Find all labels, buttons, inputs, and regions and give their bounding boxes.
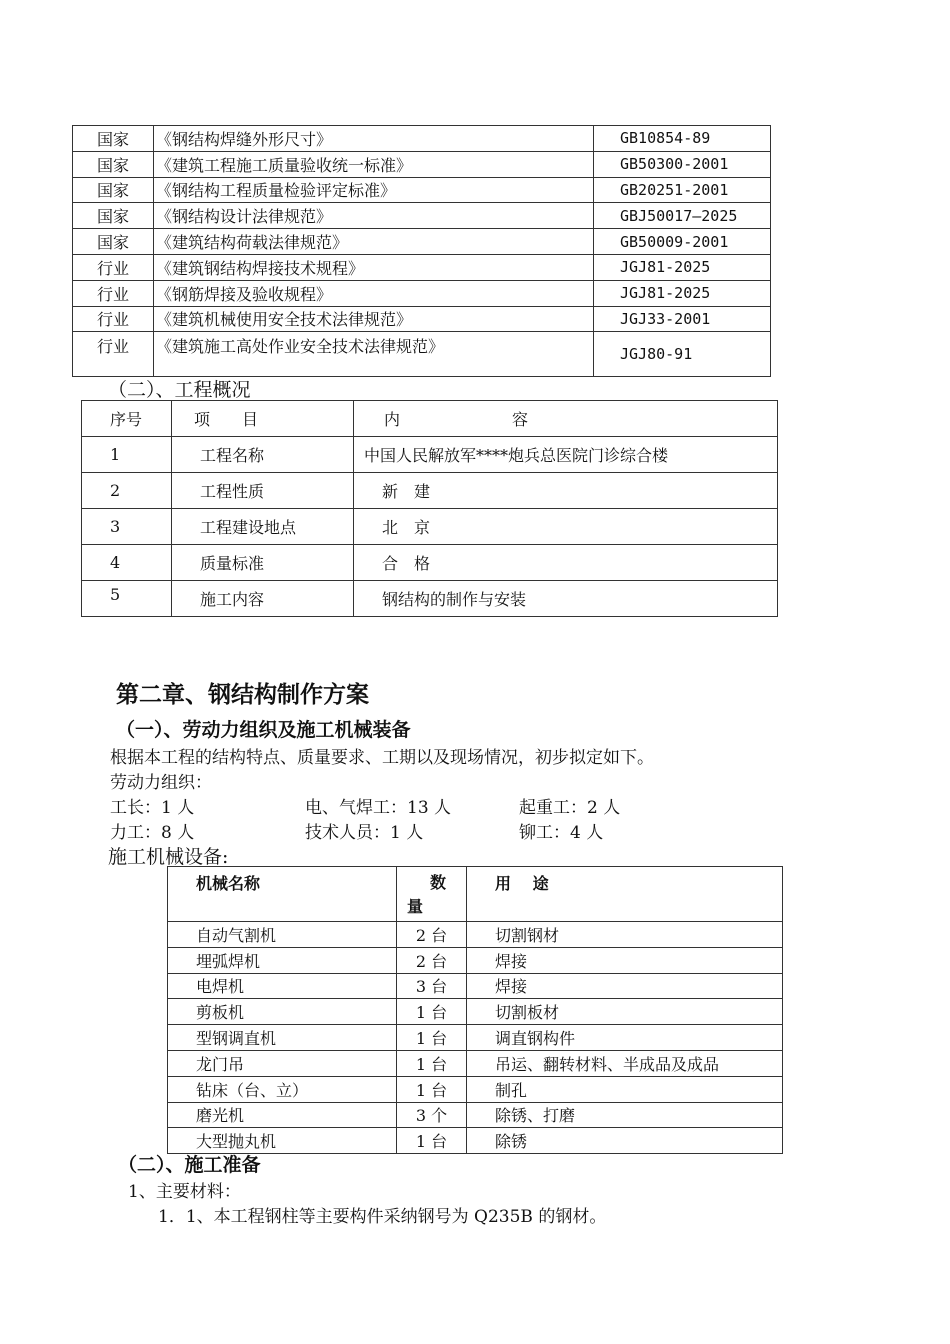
standard-name: 《建筑钢结构焊接技术规程》 — [154, 254, 594, 280]
equipment-name: 大型抛丸机 — [168, 1128, 397, 1154]
standard-code: GB10854-89 — [594, 126, 771, 152]
intro-text: 根据本工程的结构特点、质量要求、工期以及现场情况，初步拟定如下。 — [110, 748, 654, 768]
overview-row — [82, 437, 778, 473]
standards-table — [72, 125, 771, 377]
standard-level: 行业 — [73, 306, 154, 332]
equipment-quantity: 3 台 — [397, 973, 467, 999]
chapter-title: 第二章、钢结构制作方案 — [116, 682, 369, 708]
equipment-name: 剪板机 — [168, 999, 397, 1025]
overview-no: 3 — [82, 509, 172, 545]
overview-row — [82, 509, 778, 545]
standard-name: 《建筑施工高处作业安全技术法律规范》 — [154, 332, 594, 377]
standard-code: GBJ50017—2025 — [594, 203, 771, 229]
standard-row — [73, 126, 771, 152]
overview-item: 工程建设地点 — [172, 509, 354, 545]
equipment-header-row — [168, 867, 783, 922]
equipment-usage: 焊接 — [467, 947, 783, 973]
standard-code: JGJ81-2025 — [594, 280, 771, 306]
overview-row — [82, 581, 778, 617]
header-content: 内 容 — [354, 401, 778, 437]
labor-item: 技术人员：1 人 — [305, 823, 424, 843]
standard-code: GB20251-2001 — [594, 177, 771, 203]
equipment-name: 自动气割机 — [168, 922, 397, 948]
equipment-name: 埋弧焊机 — [168, 947, 397, 973]
equipment-name: 钻床（台、立） — [168, 1076, 397, 1102]
overview-no: 2 — [82, 473, 172, 509]
standard-name: 《钢筋焊接及验收规程》 — [154, 280, 594, 306]
standard-level: 国家 — [73, 229, 154, 255]
overview-content: 合 格 — [354, 545, 778, 581]
standard-name: 《钢结构设计法律规范》 — [154, 203, 594, 229]
header-quantity-bottom: 量 — [407, 897, 424, 916]
standard-row — [73, 280, 771, 306]
overview-no: 1 — [82, 437, 172, 473]
overview-no: 5 — [82, 581, 172, 617]
equipment-quantity: 1 台 — [397, 1025, 467, 1051]
equipment-name: 磨光机 — [168, 1102, 397, 1128]
overview-header-row — [82, 401, 778, 437]
section-1-title: （一）、劳动力组织及施工机械装备 — [116, 719, 411, 741]
equipment-usage: 切割钢材 — [467, 922, 783, 948]
standard-name: 《建筑机械使用安全技术法律规范》 — [154, 306, 594, 332]
standard-code: JGJ80-91 — [594, 332, 771, 377]
standard-row — [73, 229, 771, 255]
equipment-usage: 除锈、打磨 — [467, 1102, 783, 1128]
equipment-row — [168, 973, 783, 999]
header-quantity-top: 数 — [429, 873, 446, 892]
equipment-quantity: 2 台 — [397, 922, 467, 948]
equipment-name: 型钢调直机 — [168, 1025, 397, 1051]
standard-name: 《钢结构焊缝外形尺寸》 — [154, 126, 594, 152]
overview-row — [82, 545, 778, 581]
labor-item: 力工：8 人 — [110, 823, 195, 843]
overview-row — [82, 473, 778, 509]
equipment-name: 电焊机 — [168, 973, 397, 999]
standard-code: GB50300-2001 — [594, 151, 771, 177]
equipment-row — [168, 922, 783, 948]
standard-code: JGJ81-2025 — [594, 254, 771, 280]
equipment-quantity: 1 台 — [397, 1076, 467, 1102]
standard-level: 国家 — [73, 203, 154, 229]
equipment-quantity: 2 台 — [397, 947, 467, 973]
equipment-row — [168, 1102, 783, 1128]
section-2-title: （二）、施工准备 — [118, 1154, 261, 1176]
equipment-row — [168, 1025, 783, 1051]
equipment-quantity: 1 台 — [397, 1128, 467, 1154]
standard-row — [73, 254, 771, 280]
equipment-label: 施工机械设备: — [108, 846, 229, 868]
standard-row — [73, 203, 771, 229]
header-machine-name: 机械名称 — [168, 867, 397, 922]
overview-table — [81, 400, 778, 617]
equipment-usage: 除锈 — [467, 1128, 783, 1154]
materials-item-1-1: 1．1、本工程钢柱等主要构件采纳钢号为 Q235B 的钢材。 — [158, 1207, 607, 1227]
overview-content: 新 建 — [354, 473, 778, 509]
overview-content: 中国人民解放军****炮兵总医院门诊综合楼 — [354, 437, 778, 473]
labor-item: 工长：1 人 — [110, 798, 195, 818]
equipment-usage: 调直钢构件 — [467, 1025, 783, 1051]
labor-label: 劳动力组织： — [110, 773, 212, 793]
overview-content: 北 京 — [354, 509, 778, 545]
standard-row — [73, 177, 771, 203]
equipment-quantity: 1 台 — [397, 999, 467, 1025]
equipment-usage: 焊接 — [467, 973, 783, 999]
equipment-name: 龙门吊 — [168, 1050, 397, 1076]
overview-heading: （二）、工程概况 — [108, 379, 251, 401]
standard-row — [73, 332, 771, 377]
standard-level: 行业 — [73, 254, 154, 280]
equipment-usage: 吊运、翻转材料、半成品及成品 — [467, 1050, 783, 1076]
standard-level: 国家 — [73, 177, 154, 203]
header-item: 项 目 — [172, 401, 354, 437]
labor-item: 铆工：4 人 — [519, 823, 604, 843]
overview-content: 钢结构的制作与安装 — [354, 581, 778, 617]
standard-code: GB50009-2001 — [594, 229, 771, 255]
header-quantity — [397, 867, 467, 922]
header-usage: 用 途 — [467, 867, 783, 922]
equipment-quantity: 1 台 — [397, 1050, 467, 1076]
standard-name: 《建筑工程施工质量验收统一标准》 — [154, 151, 594, 177]
equipment-table — [167, 866, 783, 1154]
header-no: 序号 — [82, 401, 172, 437]
standard-name: 《钢结构工程质量检验评定标准》 — [154, 177, 594, 203]
labor-item: 电、气焊工：13 人 — [305, 798, 452, 818]
overview-item: 质量标准 — [172, 545, 354, 581]
standard-level: 行业 — [73, 332, 154, 377]
standard-level: 国家 — [73, 126, 154, 152]
overview-item: 施工内容 — [172, 581, 354, 617]
equipment-row — [168, 1076, 783, 1102]
equipment-row — [168, 1050, 783, 1076]
overview-item: 工程名称 — [172, 437, 354, 473]
equipment-quantity: 3 个 — [397, 1102, 467, 1128]
standard-row — [73, 306, 771, 332]
overview-no: 4 — [82, 545, 172, 581]
standard-name: 《建筑结构荷载法律规范》 — [154, 229, 594, 255]
equipment-usage: 制孔 — [467, 1076, 783, 1102]
standard-level: 行业 — [73, 280, 154, 306]
standard-code: JGJ33-2001 — [594, 306, 771, 332]
standard-level: 国家 — [73, 151, 154, 177]
equipment-usage: 切割板材 — [467, 999, 783, 1025]
labor-item: 起重工：2 人 — [519, 798, 621, 818]
equipment-row — [168, 999, 783, 1025]
standard-row — [73, 151, 771, 177]
equipment-row — [168, 947, 783, 973]
overview-item: 工程性质 — [172, 473, 354, 509]
materials-label: 1、主要材料： — [128, 1182, 241, 1202]
